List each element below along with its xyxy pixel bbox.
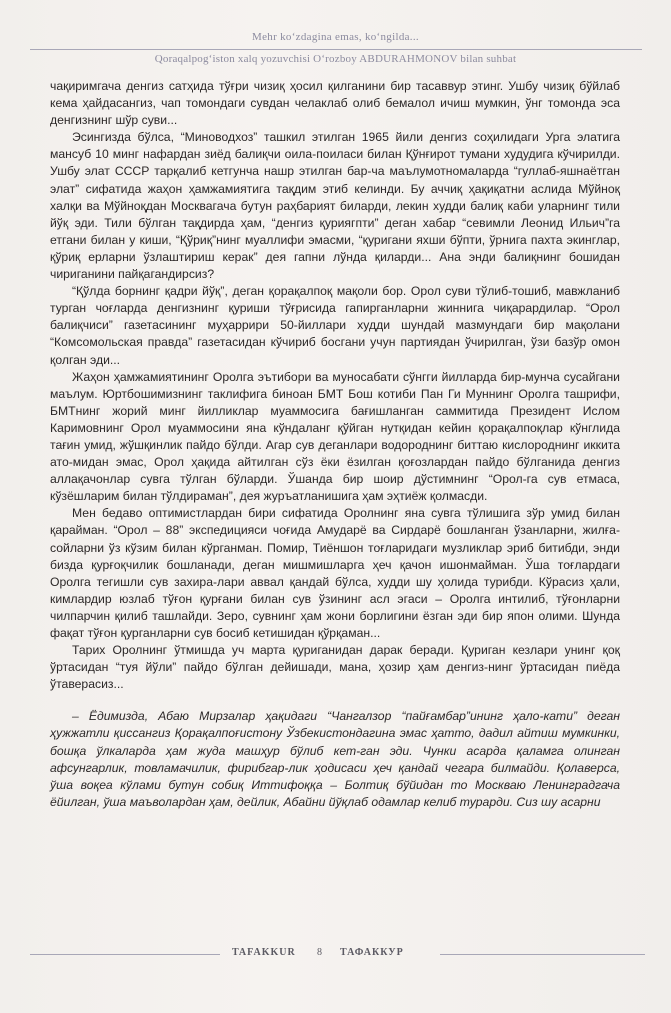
section-gap [50, 693, 620, 708]
running-header [0, 30, 671, 66]
header-title: Mehr ko‘zdagina emas, ko‘ngilda... [252, 31, 419, 43]
paragraph-5: Мен бедаво оптимистлардан бири сифатида Оролнинг яна сувга тўлишига зўр умид билан қарайман. “Орол – 88” экспедицияси чоғида Амударё ва Сирдарё бошланган ўзанларни, жилға-сойларни ўз кўзим билан кўрганман. Помир, Тиёншон тоғларидаги музликлар эриб битибди, энди бизда қурғоқчилик бошланади, деган мишмишларга ҳеч қачон ишонмайман. Ўша тоғлардаги Оролга тегишли сув захира-лари аввал қандай бўлса, худди шу ҳолида турибди. Кўрасиз ҳали, кимлардир юзлаб тўғон қурғани билан сув ўзининг асл эгаси – Оролга интилиб, тўғонларни чилпарчин қилиб ташлайди. Зеро, сувнинг ҳам жони борлигини ёзган эди бир япон олими. Шунда фақат тўғон қурганларни сув босиб кетишидан қўрқаман... [50, 506, 620, 640]
page-number: 8 [317, 947, 323, 958]
paragraph-6: Тарих Оролнинг ўтмишда уч марта қуриганидан дарак беради. Қуриган кезлари унинг қоқ ўртасидан “туя йўли” пайдо бўлган дейишади, мана, ҳозир ҳам денгиз-нинг ўртасидан пиёда ўтаверасиз... [50, 643, 620, 692]
footer-magazine-cyrillic: ТАФАККУР [340, 947, 404, 958]
paragraph-3: “Қўлда борнинг қадри йўқ”, деган қорақалпоқ мақоли бор. Орол суви тўлиб-тошиб, мавжланиб турган чоғларда денгизнинг қуриши тўғрисида гапирганларни жиннига чиқарардилар. “Орол балиқчиси” газетасининг муҳаррири 50-йиллари худди шундай мазмундаги бир мақолани “Комсомольская правда” газетасидан кўчириб босгани учун партиядан ўчирилган, ўзи базўр омон қолган эди... [50, 284, 620, 367]
footer-magazine-latin: TAFAKKUR [232, 947, 296, 958]
footer-divider-left [30, 954, 220, 955]
interview-question: – Ёдимизда, Абаю Мирзалар ҳақидаги “Чангалзор “пайғамбар”ининг ҳало-кати” деган ҳужжатли қиссангиз Қорақалпоғистону Ўзбекистондагина эмас ҳатто, дадил айтиш мумкинки, бошқа ўлкаларда ҳам жуда машҳур бўлиб кет-ган эди. Чунки асарда қаламга олинган афсунгарлик, товламачилик, фирибгар-лик ҳодисаси ҳеч қандай чегара билмайди. Қолаверса, ўша воқеа кўлами бутун собиқ Иттифоққа – Болтиқ бўйидан то Москваю Ленинградгача ёйилган, ўша маъволардан ҳам, дейлик, Абайни йўқлаб одамлар келиб турарди. Сиз шу асарни [50, 709, 620, 809]
paragraph-4: Жаҳон ҳамжамиятининг Оролга эътибори ва муносабати сўнгги йилларда бир-мунча сусайгани маълум. Юртбошимизнинг таклифига биноан БМТ Бош котиби Пан Ги Муннинг Оролга ташрифи, БМТнинг жорий минг йилликлар муаммосига бағишланган саммитида Президент Ислом Каримовнинг Орол муаммосини яна кўндаланг қўйган нутқидан кейин қорақалпоқлар кўнглида тағин умид, жўшқинлик пайдо бўлди. Агар сув деганлари водороднинг биттаю кислороднинг иккита ато-мидан эмас, Орол ҳақида айтилган сўз ёки ёзилган қоғозлардан пайдо бўлганида денгиз аллақачонлар сувга тўлган бўларди. Ўшанда бир шоир дўстимнинг “Орол-га сув етмаса, кўзёшларим билан тўлдираман”, дея журъатланишига ҳам эҳтиёж қолмасди. [50, 369, 620, 504]
page-footer [0, 944, 671, 964]
header-divider [30, 49, 642, 50]
paragraph-2: Эсингизда бўлса, “Миноводхоз” ташкил этилган 1965 йили денгиз соҳилидаги Урга элатига мансуб 10 минг нафардан зиёд балиқчи оила-поилаcи билан Қўнғирот тумани худудига кўчирилди. Ушбу элат СССР тарқалиб кетгунча нашр этилган бар-ча маълумотномаларда “гуллаб-яшнаётган элат” сифатида жаҳон ҳамжамиятига тақдим этиб келинди. Бу аччиқ ҳақиқатни аслида Мўйноқ халқи ва Мўйноқдан Москвагача бутун раҳбарият биларди, лекин худди балиқ каби уларнинг тили йўқ эди. Тили бўлган тақдирда ҳам, “денгиз қуриягпти” деган хабар “севимли Леонид Ильич”га етгани билан у киши, “Қўриқ”нинг муаллифи эмасми, “қуригани яхши бўпти, ўрнига пахта экинглар, қўриқ ерларни ўзлаштириш керак” дея гапни лўнда қиларди... Ана энди балиқнинг бошидан чириганини пайқагандирсиз? [50, 130, 620, 282]
header-subtitle: Qoraqalpog‘iston xalq yozuvchisi O‘rozboy ABDURAHMONOV bilan suhbat [154, 53, 517, 65]
article-body [50, 78, 620, 811]
paragraph-1: чақиримгача денгиз сатҳида тўғри чизиқ ҳосил қилганини бир тасаввур этинг. Ушбу чизиқ бўйлаб кема ҳайдасангиз, чап томондаги сувдан челаклаб олиб бемалол ичиш мумкин, ўнг томонда эса денгизнинг шўр суви... [50, 79, 620, 128]
footer-divider-right [440, 954, 645, 955]
